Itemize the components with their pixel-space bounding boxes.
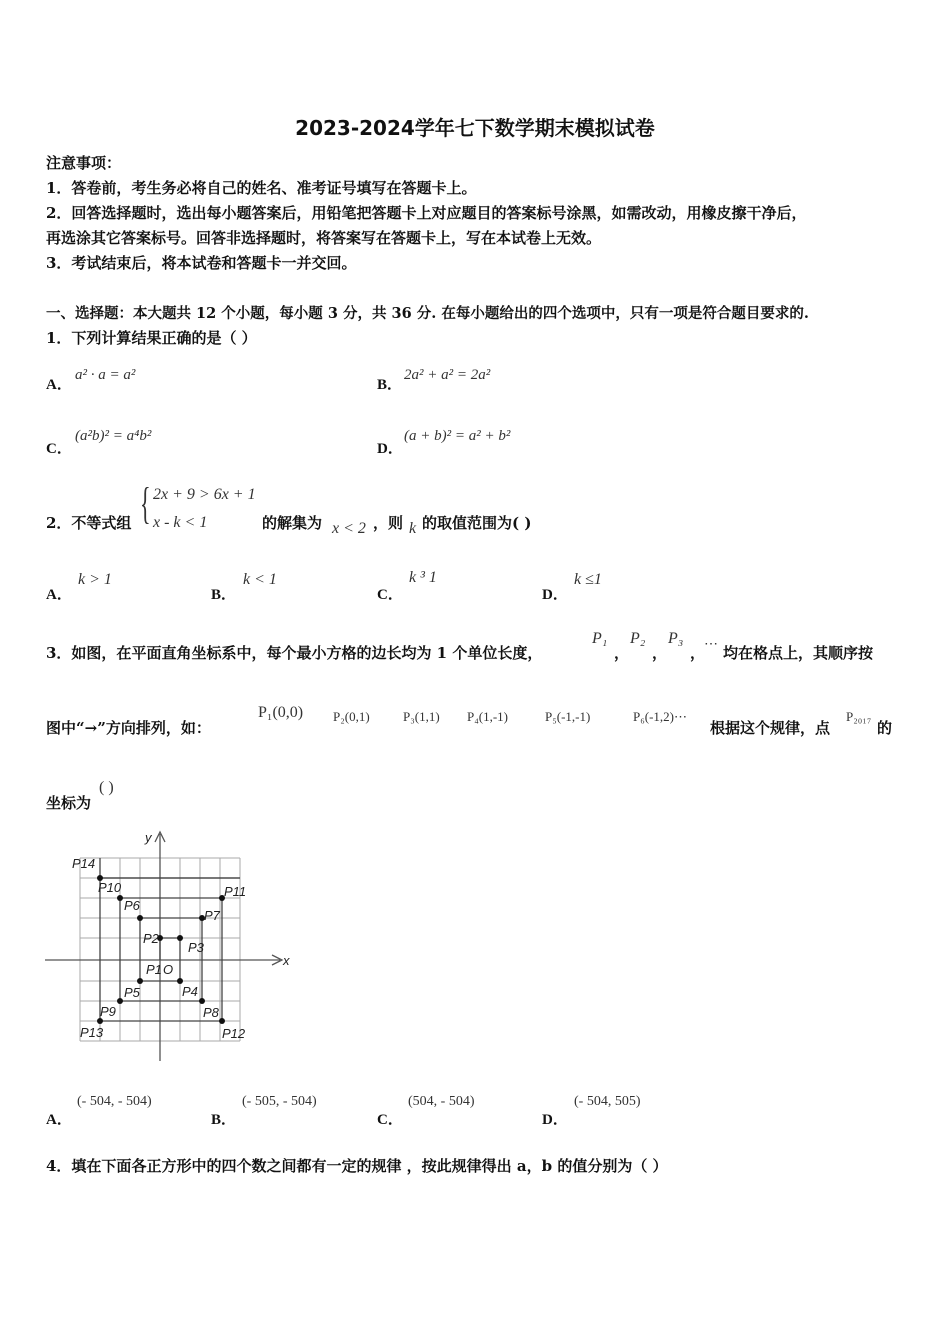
label-p10: P10 xyxy=(98,880,122,895)
q1-option-a-label[interactable]: A． xyxy=(46,377,72,393)
origin-label: O xyxy=(163,962,174,977)
point-p10 xyxy=(117,895,123,901)
label-p13: P13 xyxy=(80,1025,104,1040)
grid-points xyxy=(97,875,225,1024)
q2-stem-pre: 2．不等式组 xyxy=(46,514,132,532)
point-p9 xyxy=(117,998,123,1004)
q1-option-a: a² · a = a² xyxy=(75,367,136,383)
q1-option-d-label[interactable]: D． xyxy=(377,441,403,457)
label-p9: P9 xyxy=(100,1004,116,1019)
q3-seq-1: P₁(0,0) xyxy=(258,704,304,721)
q3-seq-2: P₂(0,1) xyxy=(333,709,370,724)
q1-option-d: (a + b)² = a² + b² xyxy=(404,428,511,444)
q3-dots: ⋯ xyxy=(704,637,718,652)
q2-stem-mid2: ，则 xyxy=(373,514,404,532)
q3-target: P₂₀₁₇ xyxy=(846,709,872,724)
label-p1: P1 xyxy=(146,962,162,977)
q1-option-b-label[interactable]: B． xyxy=(377,377,403,393)
q3-option-c-label[interactable]: C． xyxy=(377,1112,403,1128)
q3-seq-4: P₄(1,-1) xyxy=(467,709,508,724)
q3-option-b: (- 505, - 504) xyxy=(242,1094,317,1109)
q2-option-a: k > 1 xyxy=(78,571,112,588)
notice-item-2a: 2．回答选择题时，选出每小题答案后，用铅笔把答题卡上对应题目的答案标号涂黑，如需改动，用橡皮擦干净后， xyxy=(46,204,807,222)
q2-stem-mid: 的解集为 xyxy=(262,514,323,532)
q2-option-c: k ³ 1 xyxy=(409,569,437,586)
q3-option-d-label[interactable]: D． xyxy=(542,1112,568,1128)
q3-p2: P₂ xyxy=(630,630,646,647)
q2-option-b-label[interactable]: B． xyxy=(211,587,237,603)
q3-line1: 3．如图，在平面直角坐标系中，每个最小方格的边长均为 1 个单位长度， xyxy=(46,644,543,662)
notice-item-1: 1．答卷前，考生务必将自己的姓名、准考证号填写在答题卡上。 xyxy=(46,179,477,197)
q2-solution: x < 2 xyxy=(332,520,366,537)
q2-option-d-label[interactable]: D． xyxy=(542,587,568,603)
q3-line2-pre: 图中“→”方向排列，如： xyxy=(46,719,211,737)
q3-line1-end: 均在格点上，其顺序按 xyxy=(723,644,874,662)
notice-heading: 注意事项： xyxy=(46,154,122,172)
point-p5 xyxy=(137,978,143,984)
label-p5: P5 xyxy=(124,985,140,1000)
label-p14: P14 xyxy=(72,856,96,871)
point-p8 xyxy=(199,998,205,1004)
notice-item-2b: 再选涂其它答案标号。回答非选择题时，将答案写在答题卡上，写在本试卷上无效。 xyxy=(46,229,602,247)
q3-option-d: (- 504, 505) xyxy=(574,1094,641,1109)
q3-option-a: (- 504, - 504) xyxy=(77,1094,152,1109)
q2-option-a-label[interactable]: A． xyxy=(46,587,72,603)
y-axis-label: y xyxy=(145,830,152,845)
q2-inequality-2: x - k < 1 xyxy=(153,514,208,531)
q3-seq-3: P₃(1,1) xyxy=(403,709,440,724)
point-p6 xyxy=(137,915,143,921)
section-heading: 一、选择题：本大题共 12 个小题，每小题 3 分，共 36 分. 在每小题给出的四个选项中，只有一项是符合题目要求的. xyxy=(46,305,809,322)
label-p2: P2 xyxy=(143,931,159,946)
q1-option-c: (a²b)² = a⁴b² xyxy=(75,428,152,444)
label-p11: P11 xyxy=(224,884,247,899)
q1-option-c-label[interactable]: C． xyxy=(46,441,72,457)
q3-line2-end: 的 xyxy=(877,719,893,737)
q4-stem: 4．填在下面各正方形中的四个数之间都有一定的规律 ，按此规律得出 a，b 的值分别为（ ） xyxy=(46,1157,668,1175)
comma: ， xyxy=(614,644,630,662)
label-p8: P8 xyxy=(203,1005,219,1020)
q2-stem-post: 的取值范围为( ) xyxy=(422,514,532,532)
q3-p1: P₁ xyxy=(592,630,608,647)
q2-option-c-label[interactable]: C． xyxy=(377,587,403,603)
q3-p3: P₃ xyxy=(668,630,684,647)
q1-stem: 1．下列计算结果正确的是（ ） xyxy=(46,329,257,347)
q3-option-a-label[interactable]: A． xyxy=(46,1112,72,1128)
label-p12: P12 xyxy=(222,1026,246,1041)
q3-paren: ( ) xyxy=(99,779,114,796)
spiral-grid-figure xyxy=(40,826,300,1066)
q2-inequality-1: 2x + 9 > 6x + 1 xyxy=(153,486,256,503)
x-axis-label: x xyxy=(283,953,290,968)
q3-seq-5: P₅(-1,-1) xyxy=(545,709,591,724)
comma: ， xyxy=(690,644,706,662)
label-p7: P7 xyxy=(204,908,220,923)
page-title: 2023-2024学年七下数学期末模拟试卷 xyxy=(295,116,655,140)
q3-seq-6: P₆(-1,2)⋯ xyxy=(633,709,687,724)
q2-option-d: k ≤1 xyxy=(574,571,602,588)
q2-option-b: k < 1 xyxy=(243,571,277,588)
notice-item-3: 3．考试结束后，将本试卷和答题卡一并交回。 xyxy=(46,254,357,272)
q3-option-c: (504, - 504) xyxy=(408,1094,475,1109)
point-p3 xyxy=(177,935,183,941)
comma: ， xyxy=(652,644,668,662)
q3-option-b-label[interactable]: B． xyxy=(211,1112,237,1128)
left-brace-icon: { xyxy=(140,479,151,528)
q3-line3: 坐标为 xyxy=(46,794,92,812)
label-p4: P4 xyxy=(182,984,198,999)
point-p12 xyxy=(219,1018,225,1024)
q1-option-b: 2a² + a² = 2a² xyxy=(404,367,491,383)
label-p6: P6 xyxy=(124,898,140,913)
label-p3: P3 xyxy=(188,940,204,955)
q3-line2-post: 根据这个规律，点 xyxy=(710,719,831,737)
q2-k: k xyxy=(409,520,417,537)
